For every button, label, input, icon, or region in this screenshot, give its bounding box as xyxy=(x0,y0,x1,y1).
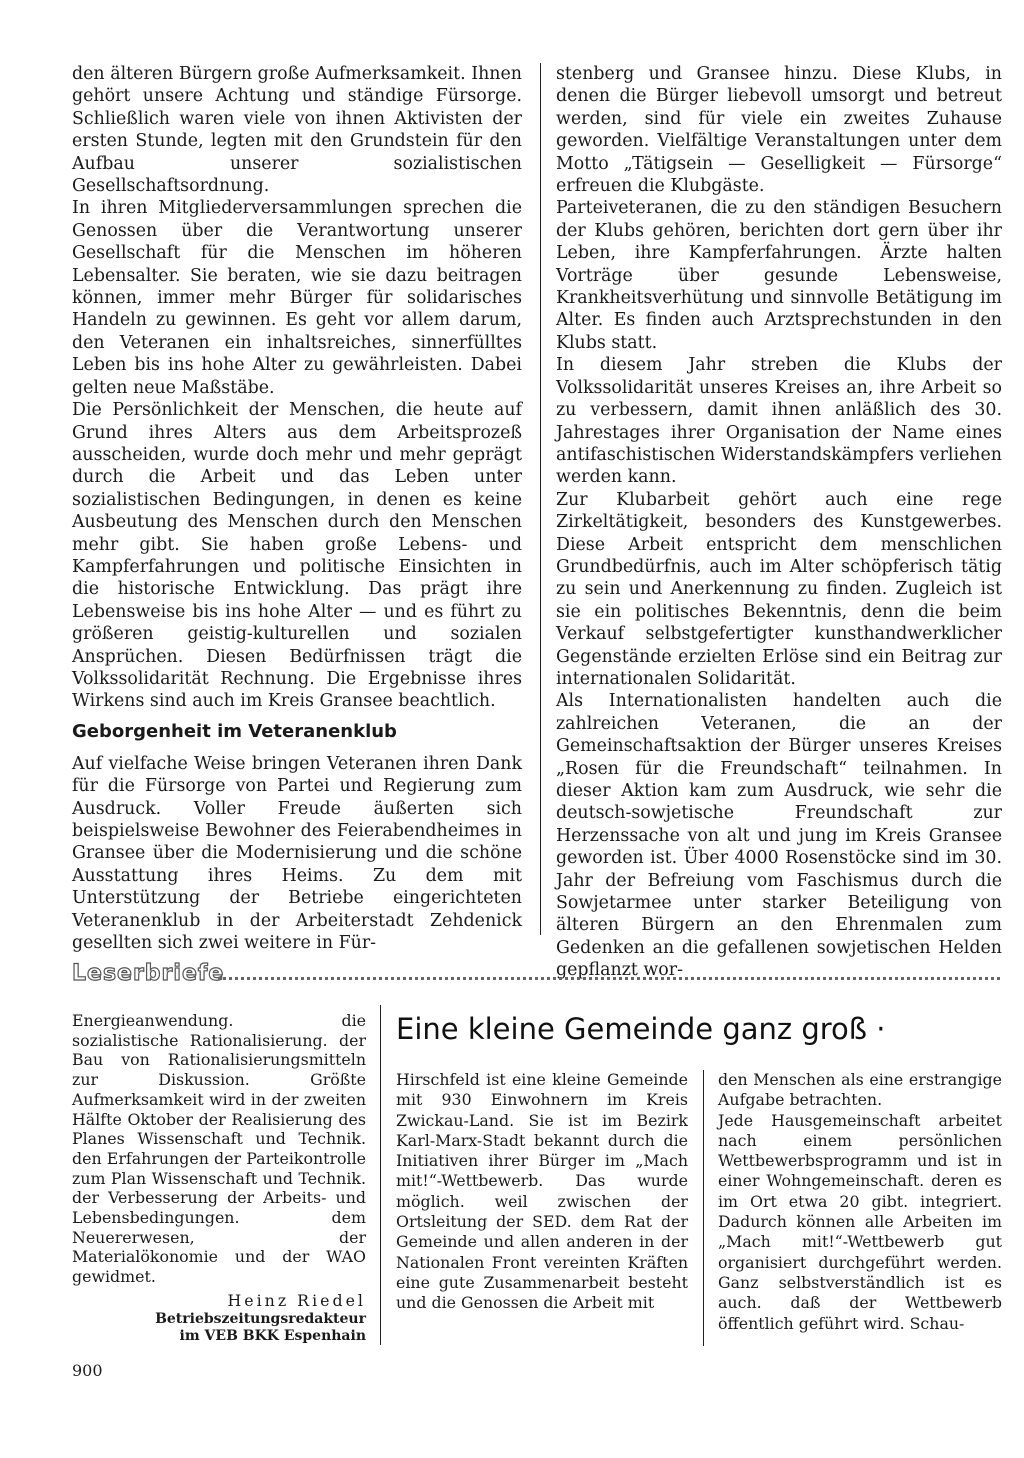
paragraph: Hirschfeld ist eine kleine Gemeinde mit 930 Einwohnern im Kreis Zwickau-Land. Sie ist im Bezirk Karl-Marx-Stadt bekannt durch die Initiativen ihrer Bürger im „Mach mit!“-Wettbewerb. Das wurde möglich. weil zwischen der Ortsleitung der SED. dem Rat der Gemeinde und allen anderen in der Nationalen Front vereinten Kräften eine gute Zusammenarbeit besteht und die Genossen die Arbeit mit xyxy=(396,1070,688,1313)
paragraph: Die Persönlichkeit der Menschen, die heute auf Grund ihres Alters aus dem Arbeitsprozeß ausscheiden, wurde doch mehr und mehr geprägt durch die Arbeit und das Leben unter sozialistischen Bedingungen, in denen es keine Ausbeutung des Menschen durch den Menschen mehr gibt. Sie haben große Lebens- und Kampferfahrungen und politische Einsichten in die historische Entwicklung. Das prägt ihre Lebensweise bis ins hohe Alter — und es führt zu größeren geistig-kulturellen und sozialen Ansprüchen. Diesen Bedürfnissen trägt die Volkssolidarität Rechnung. Die Ergebnisse ihres Wirkens sind auch im Kreis Gransee beachtlich. xyxy=(72,400,522,712)
article-column-divider xyxy=(703,1070,704,1346)
paragraph: In diesem Jahr streben die Klubs der Volkssolidarität unseres Kreises an, ihre Arbeit so zu verbessern, damit ihnen anläßlich des 30. Jahrestages ihrer Organisation der Name eines antifaschistischen Widerstandskämpfers verliehen werden kann. xyxy=(556,355,1002,488)
reader-letter xyxy=(72,1011,366,1345)
top-right-column xyxy=(556,63,1002,982)
letter-author-role: Betriebszeitungsredakteur xyxy=(155,1310,366,1327)
letter-author-affiliation: im VEB BKK Espenhain xyxy=(179,1327,366,1344)
letter-divider xyxy=(380,1005,381,1345)
section-rule xyxy=(218,977,1000,980)
paragraph: In ihren Mitgliederversammlungen sprechen die Genossen über die Verantwortung unserer Gesellschaft für die Menschen im höheren Lebensalter. Sie beraten, wie sie dazu beitragen können, immer mehr Bürger für solidarisches Handeln zu gewinnen. Es geht vor allem darum, den Veteranen ein inhaltsreiches, sinnerfülltes Leben bis ins hohe Alter zu gewährleisten. Dabei gelten neue Maßstäbe. xyxy=(72,198,522,398)
paragraph: Jede Hausgemeinschaft arbeitet nach einem persönlichen Wettbewerbsprogramm und ist in einer Wohngemeinschaft. deren es im Ort etwa 20 gibt. integriert. Dadurch können alle Arbeiten im „Mach mit!“-Wettbewerb gut organisiert durchgeführt werden. Ganz selbstverständlich ist es auch. daß der Wettbewerb öffentlich geführt wird. Schau- xyxy=(718,1110,1002,1333)
section-label: Leserbriefe xyxy=(72,961,225,986)
article-column-1 xyxy=(396,1070,688,1314)
paragraph: Als Internationalisten handelten auch die zahlreichen Veteranen, die an der Gemeinschaftsaktion der Bürger unseres Kreises „Rosen für die Freundschaft“ teilnahmen. In dieser Aktion kam zum Ausdruck, wie sehr die deutsch-sowjetische Freundschaft zur Herzenssache von alt und jung im Kreis Gransee geworden ist. Über 4000 Rosenstöcke sind im 30. Jahr der Befreiung vom Faschismus durch die Sowjetarmee unter starker Beteiligung von älteren Bürgern an den Ehrenmalen zum Gedenken an die gefallenen sowjetischen Helden gepflanzt wor- xyxy=(556,691,1002,981)
paragraph: den älteren Bürgern große Aufmerksamkeit. Ihnen gehört unsere Achtung und ständige Fürsorge. Schließlich waren viele von ihnen Aktivisten der ersten Stunde, legten mit den Grundstein für den Aufbau unserer sozialistischen Gesellschaftsordnung. xyxy=(72,64,522,197)
paragraph: Auf vielfache Weise bringen Veteranen ihren Dank für die Fürsorge von Partei und Regierung zum Ausdruck. Voller Freude äußerten sich beispielsweise Bewohner des Feierabendheimes in Gransee über die Modernisierung und die schöne Ausstattung ihres Heims. Zu dem mit Unterstützung der Betriebe eingerichteten Veteranenklub in der Arbeiterstadt Zehdenick gesellten sich zwei weitere in Für- xyxy=(72,753,522,954)
column-divider xyxy=(540,63,541,935)
article-column-2 xyxy=(718,1070,1002,1334)
top-left-column xyxy=(72,63,522,954)
letter-author: Heinz Riedel xyxy=(227,1290,366,1310)
page-number: 900 xyxy=(72,1361,103,1380)
paragraph: Parteiveteranen, die zu den ständigen Besuchern der Klubs gehören, berichten dort gern über ihr Leben, ihre Kampferfahrungen. Ärzte halten Vorträge über gesunde Lebensweise, Krankheitsverhütung und sinnvolle Betätigung im Alter. Es finden auch Arztsprechstunden in den Klubs statt. xyxy=(556,198,1002,353)
paragraph: Zur Klubarbeit gehört auch eine rege Zirkeltätigkeit, besonders des Kunstgewerbes. Diese Arbeit entspricht dem menschlichen Grundbedürfnis, auch im Alter schöpferisch tätig zu sein und Anerkennung zu finden. Zugleich ist sie ein politisches Bekenntnis, denn die beim Verkauf selbstgefertigter kunsthandwerklicher Gegenstände erzielten Erlöse sind ein Beitrag zur internationalen Solidarität. xyxy=(556,489,1002,689)
paragraph: den Menschen als eine erstrangige Aufgabe betrachten. xyxy=(718,1070,1002,1110)
letter-text: Energieanwendung. die sozialistische Rationalisierung. der Bau von Rationalisierungsmitteln zur Diskussion. Größte Aufmerksamkeit wird in der zweiten Hälfte Oktober der Realisierung des Planes Wissenschaft und Technik. den Erfahrungen der Parteikontrolle zum Plan Wissenschaft und Technik. der Verbesserung der Arbeits- und Lebensbedingungen. dem Neuererwesen, der Materialökonomie und der WAO gewidmet. xyxy=(72,1011,366,1287)
article-headline: Eine kleine Gemeinde ganz groß · xyxy=(396,1012,886,1046)
subheading: Geborgenheit im Veteranenklub xyxy=(72,720,397,742)
paragraph: stenberg und Gransee hinzu. Diese Klubs, in denen die Bürger liebevoll umsorgt und betreut werden, sind für viele ein zweites Zuhause geworden. Vielfältige Veranstaltungen unter dem Motto „Tätigsein — Geselligkeit — Fürsorge“ erfreuen die Klubgäste. xyxy=(556,64,1002,197)
